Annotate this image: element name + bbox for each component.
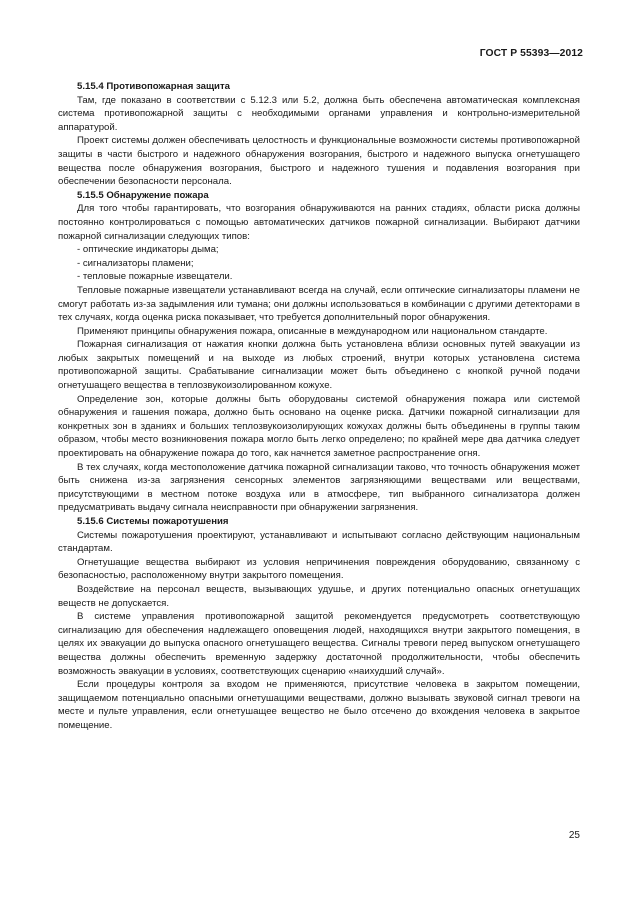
list-item: - тепловые пожарные извещатели. — [77, 271, 233, 283]
paragraph: Для того чтобы гарантировать, что возгорания обнаруживаются на ранних стадиях, области риска должны постоянно контролироваться с помощью автоматических датчиков пожарной сигнализации. Выбирают датчики пожарной сигнализации следующих типов: — [58, 203, 580, 242]
page-content — [58, 80, 580, 733]
paragraph: В тех случаях, когда местоположение датчика пожарной сигнализации таково, что точность обнаружения может быть снижена из-за загрязнения сенсорных элементов загрязняющими веществами или веществами, присутствующими в местном потоке воздуха или в атмосфере, тип выбранного сигнализатора должен предусматривать выдачу сигнала неисправности при обнаружении загрязнения. — [58, 461, 580, 514]
list-item: - сигнализаторы пламени; — [77, 257, 194, 269]
section-heading-fire-detection: 5.15.5 Обнаружение пожара — [77, 189, 209, 201]
paragraph: Проект системы должен обеспечивать целостность и функциональные возможности системы противопожарной защиты в части быстрого и надежного обнаружения возгорания, быстрого и надежного выпуска огнетушащего вещества после обнаружения возгорания, быстрого и надежного тушения и подавления возгорания при обеспечении безопасности персонала. — [58, 135, 580, 188]
paragraph: Воздействие на персонал веществ, вызывающих удушье, и других потенциально опасных огнетушащих веществ не допускается. — [58, 583, 580, 609]
page-number: 25 — [568, 830, 580, 841]
paragraph: Применяют принципы обнаружения пожара, описанные в международном или национальном стандарте. — [77, 325, 548, 337]
paragraph: Тепловые пожарные извещатели устанавливают всегда на случай, если оптические сигнализаторы пламени не смогут работать из-за задымления или тумана; они должны использоваться в комбинации с другими детекторами в тех случаях, когда оценка риска показывает, что требуется дополнительный порог обнаружения. — [58, 284, 580, 324]
list-item: - оптические индикаторы дыма; — [77, 244, 219, 256]
paragraph: Системы пожаротушения проектируют, устанавливают и испытывают согласно действующим национальным стандартам. — [58, 529, 580, 555]
paragraph: Там, где показано в соответствии с 5.12.3 или 5.2, должна быть обеспечена автоматическая комплексная система противопожарной защиты с необходимыми органами управления и контрольно-измерительной аппаратурой. — [58, 94, 580, 133]
paragraph: Если процедуры контроля за входом не применяются, присутствие человека в закрытом помещении, защищаемом потенциально опасными огнетушащими веществами, должно вызывать звуковой сигнал тревоги на месте и пульте управления, если огнетушащее вещество не было отсечено до вхождения человека в закрытое помещение. — [58, 679, 580, 731]
paragraph: Огнетушащие вещества выбирают из условия непричинения повреждения оборудованию, связанному с безопасностью, расположенному внутри закрытого помещения. — [58, 556, 580, 582]
paragraph: В системе управления противопожарной защитой рекомендуется предусмотреть соответствующую сигнализацию для обеспечения надлежащего оповещения людей, находящихся внутри закрытого помещения, в целях их эвакуации до выпуска опасного огнетушащего вещества. Сигналы тревоги перед выпуском огнетушащего вещества должны обеспечить временную задержку достаточной продолжительности, чтобы обеспечить возможность эвакуации в условиях, соответствующих сценарию «наихудший случай». — [58, 611, 580, 677]
paragraph: Определение зон, которые должны быть оборудованы системой обнаружения пожара или системой обнаружения и гашения пожара, должно быть основано на оценке риска. Датчики пожарной сигнализации для конкретных зон в зданиях и больших теплозвукоизолирующих кожухах должны быть объединены в группы таким образом, чтобы место возникновения пожара могло быть легко определено; по крайней мере два датчика следует проектировать на обнаружение пожара до того, как начнется заметное распространение огня. — [58, 393, 580, 460]
detector-types-list — [58, 243, 580, 284]
paragraph: Пожарная сигнализация от нажатия кнопки должна быть установлена вблизи основных путей эвакуации из любых закрытых помещений и на выходе из любых строений, внутри которых установлена система противопожарной защиты. Срабатывание сигнализации может быть объединено с кнопкой ручной подачи огнетушащего вещества в теплозвукоизолированном кожухе. — [58, 339, 580, 392]
section-heading-fire-protection: 5.15.4 Противопожарная защита — [77, 81, 230, 92]
document-number: ГОСТ Р 55393—2012 — [479, 48, 583, 59]
section-heading-extinguishing-systems: 5.15.6 Системы пожаротушения — [77, 516, 229, 527]
